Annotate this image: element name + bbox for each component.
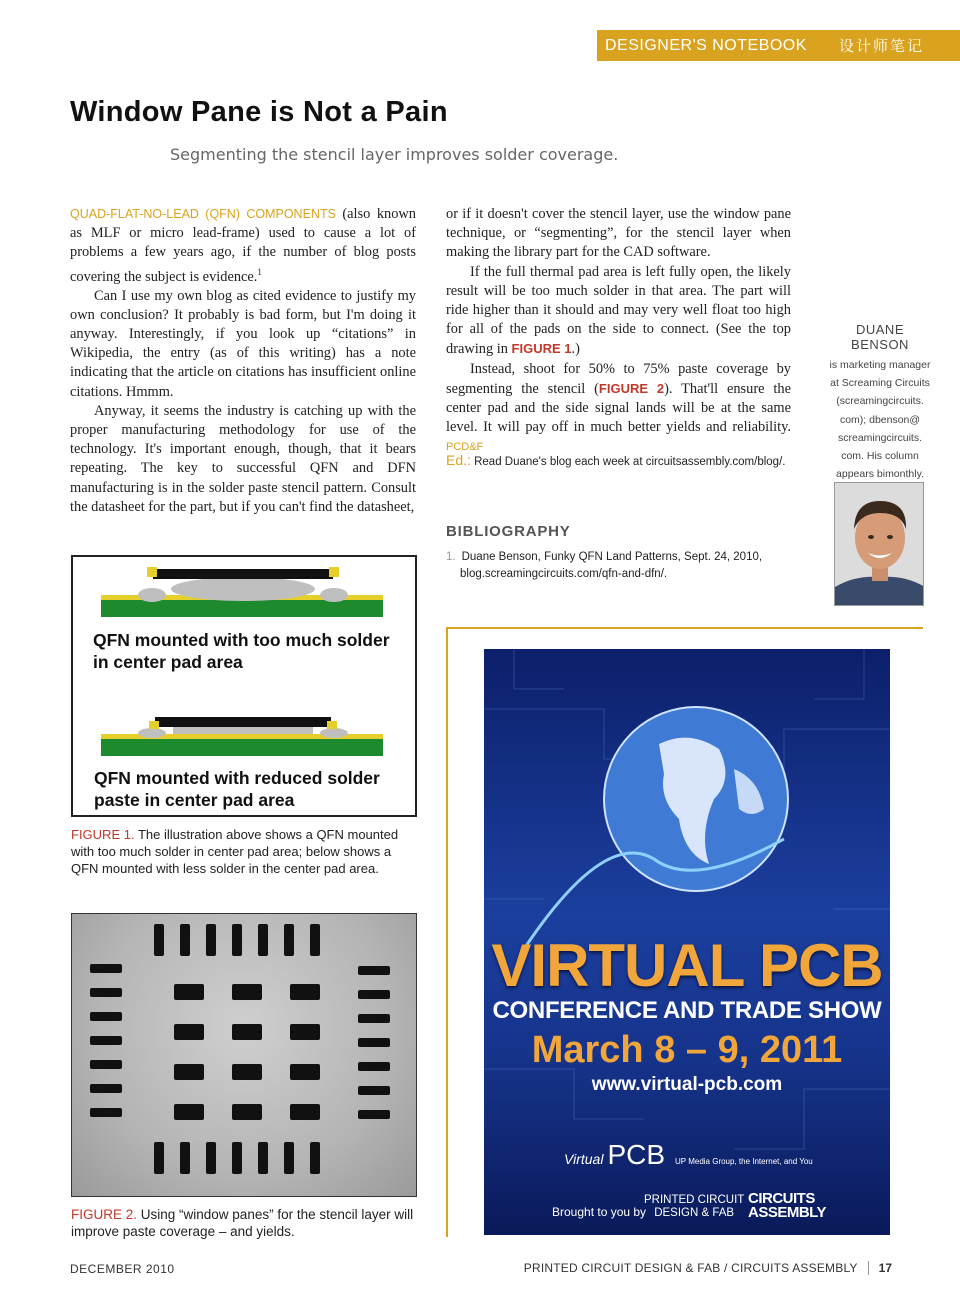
article-subtitle: Segmenting the stencil layer improves solder coverage. [170,145,619,164]
paragraph-text: .) [571,341,580,358]
figure-2 [71,913,417,1197]
editor-note [446,452,791,471]
figure-reference: FIGURE 2 [598,380,665,396]
end-mark: PCD&F [446,441,484,454]
stencil-side-aperture [90,1036,122,1045]
figure-1-caption [71,826,417,877]
logo-tagline: UP Media Group, the Internet, and You [675,1157,813,1166]
logo-line: CIRCUITS [748,1190,815,1207]
label-line: QFN mounted with too much solder [93,630,390,650]
stencil-window-pane [232,984,262,1000]
figure-2-caption [71,1206,421,1240]
stencil-side-aperture [154,924,164,956]
editor-note-text: Read Duane's blog each week at circuitsassembly.com/blog/. [474,456,786,468]
stencil-side-aperture [154,1142,164,1174]
section-banner [597,30,960,61]
excess-solder [171,577,315,601]
ad-title: VIRTUAL PCB [491,932,883,999]
bio-line: com); dbenson@ [839,413,921,426]
figure-2-caption-text: Using “window panes” for the stencil layer will improve paste coverage – and yields. [71,1207,414,1239]
section-title-cn: 设计师笔记 [839,37,925,55]
figure-1-caption-text: The illustration above shows a QFN mounted with too much solder in center pad area; below shows a QFN mounted with less solder in the center pad area. [71,827,399,876]
stencil-window-pane [290,1064,320,1080]
stencil-side-aperture [90,1084,122,1093]
stencil-side-aperture [180,924,190,956]
bio-line: screamingcircuits. [837,431,923,444]
stencil-side-aperture [310,1142,320,1174]
stencil-photo [72,914,417,1197]
label-line: QFN mounted with reduced solder [94,768,380,788]
paragraph [446,360,791,458]
author-name: DUANE BENSON [851,322,909,352]
ad-sponsor-label: Brought to you by [552,1205,647,1219]
stencil-side-aperture [310,924,320,956]
stencil-side-aperture [232,1142,242,1174]
figure-1-label-top [93,629,390,673]
paragraph: or if it doesn't cover the stencil layer, use the window pane technique, or “segmenting”, for the stencil layer when making the library part for the CAD software. [446,206,791,261]
logo-pcb: PCB [607,1139,666,1170]
bibliography-heading: BIBLIOGRAPHY [446,523,571,540]
logo-line: DESIGN & FAB [654,1207,735,1219]
pcdf-logo [644,1194,744,1220]
stencil-window-pane [290,984,320,1000]
stencil-side-aperture [206,924,216,956]
stencil-side-aperture [90,964,122,973]
stencil-window-pane [232,1024,262,1040]
stencil-side-aperture [358,1086,390,1095]
editor-note-label: Ed.: [446,452,471,468]
paragraph-text: Instead, shoot for 50% to 75% paste coverage by segmenting the stencil ( [446,360,791,397]
paragraph [446,263,791,360]
stencil-side-aperture [358,1110,390,1119]
paragraph: Anyway, it seems the industry is catching up with the proper manufacturing methodology for use of the technology. It's important enough, though, that it bears repeating. The key to successful QFN and DFN manufacturing is in the solder paste stencil pattern. Consult the datasheet for the part, but if you can't find the datasheet, [70,402,416,515]
pcb-board [101,599,383,617]
advertisement[interactable] [484,649,890,1235]
figure-reference: FIGURE 1 [511,341,572,357]
section-title: DESIGNER'S NOTEBOOK [605,36,807,54]
bibliography-url: blog.screamingcircuits.com/qfn-and-dfn/. [460,568,668,580]
stencil-window-pane [174,984,204,1000]
stencil-side-aperture [284,924,294,956]
issue-date: DECEMBER 2010 [70,1262,175,1276]
paragraph-text: ). That'll ensure the center pad and the side signal lands will be at the same level. It will pay off in much better yields and reliability. [446,380,791,436]
publication-name: PRINTED CIRCUIT DESIGN & FAB / CIRCUITS ASSEMBLY [523,1261,858,1275]
ad-url[interactable]: www.virtual-pcb.com [591,1074,783,1095]
virtual-pcb-logo [564,1139,813,1171]
paragraph-text: (also known as MLF or micro lead-frame) used to cause a lot of problems a few years ago, if the number of blog posts covering the subject is evidence. [70,206,416,285]
page-number: 17 [878,1261,892,1275]
stencil-side-aperture [258,1142,268,1174]
bibliography-entry [446,549,791,583]
bio-line: is marketing manager [829,359,931,371]
stencil-window-pane [174,1104,204,1120]
bibliography-number: 1. [446,551,456,563]
logo-line: ASSEMBLY [748,1204,826,1221]
lead-in: QUAD-FLAT-NO-LEAD (QFN) COMPONENTS [70,207,336,221]
figure-2-caption-label: FIGURE 2. [71,1207,138,1222]
bio-line: com. His column [841,450,919,463]
citation-marker: 1 [257,266,262,277]
circuits-assembly-logo [748,1192,826,1220]
stencil-side-aperture [258,924,268,956]
stencil-window-pane [232,1064,262,1080]
paragraph [70,205,416,287]
stencil-side-aperture [90,1108,122,1117]
author-photo [834,482,924,606]
stencil-side-aperture [180,1142,190,1174]
figure-1-label-bottom [94,767,380,811]
qfn-chip [155,717,331,727]
article-title: Window Pane is Not a Pain [70,96,448,128]
bio-line: appears bimonthly. [836,468,924,481]
label-line: in center pad area [93,652,243,672]
stencil-side-aperture [90,988,122,997]
paragraph-text: If the full thermal pad area is left fully open, the likely result will be too much solder in that area. The part will ride higher than it should and may very well float too high for all of the pads on the side to connect. (See the top drawing in [446,263,791,358]
qfn-chip [153,569,333,579]
folio-divider [868,1261,869,1275]
article-column-1 [70,205,416,517]
stencil-side-aperture [358,1038,390,1047]
stencil-window-pane [174,1024,204,1040]
stencil-side-aperture [232,924,242,956]
ad-date: March 8 – 9, 2011 [531,1029,843,1071]
stencil-side-aperture [90,1060,122,1069]
stencil-side-aperture [358,1062,390,1071]
stencil-side-aperture [90,1012,122,1021]
figure-1-caption-label: FIGURE 1. [71,827,135,842]
stencil-side-aperture [358,1014,390,1023]
article-column-2 [446,205,791,458]
logo-line: PRINTED CIRCUIT [644,1194,745,1206]
logo-virtual: Virtual [564,1151,604,1167]
author-bio [826,322,934,483]
bio-line: (screamingcircuits. [836,395,924,408]
author-bio-text [826,356,934,483]
ad-subtitle: CONFERENCE AND TRADE SHOW [492,997,882,1024]
folio [524,1261,892,1275]
stencil-side-aperture [358,966,390,975]
bio-line: at Screaming Circuits [830,377,930,390]
label-line: paste in center pad area [94,790,295,810]
stencil-side-aperture [284,1142,294,1174]
stencil-window-pane [290,1104,320,1120]
bibliography-text: Duane Benson, Funky QFN Land Patterns, Sept. 24, 2010, [461,551,763,563]
stencil-window-pane [232,1104,262,1120]
paragraph: Can I use my own blog as cited evidence to justify my own conclusion? It probably is bad form, but I'm doing it anyway. Interestingly, if you look up “citations” in Wikipedia, the entry (as of this writing) has a note indicating that the article on citations has insufficient online citations. Hmmm. [70,287,416,400]
reduced-solder [173,727,313,734]
stencil-side-aperture [206,1142,216,1174]
portrait-illustration [835,483,924,606]
stencil-window-pane [174,1064,204,1080]
stencil-window-pane [290,1024,320,1040]
figure-1 [71,555,417,817]
pcb-board [101,738,383,756]
stencil-side-aperture [358,990,390,999]
